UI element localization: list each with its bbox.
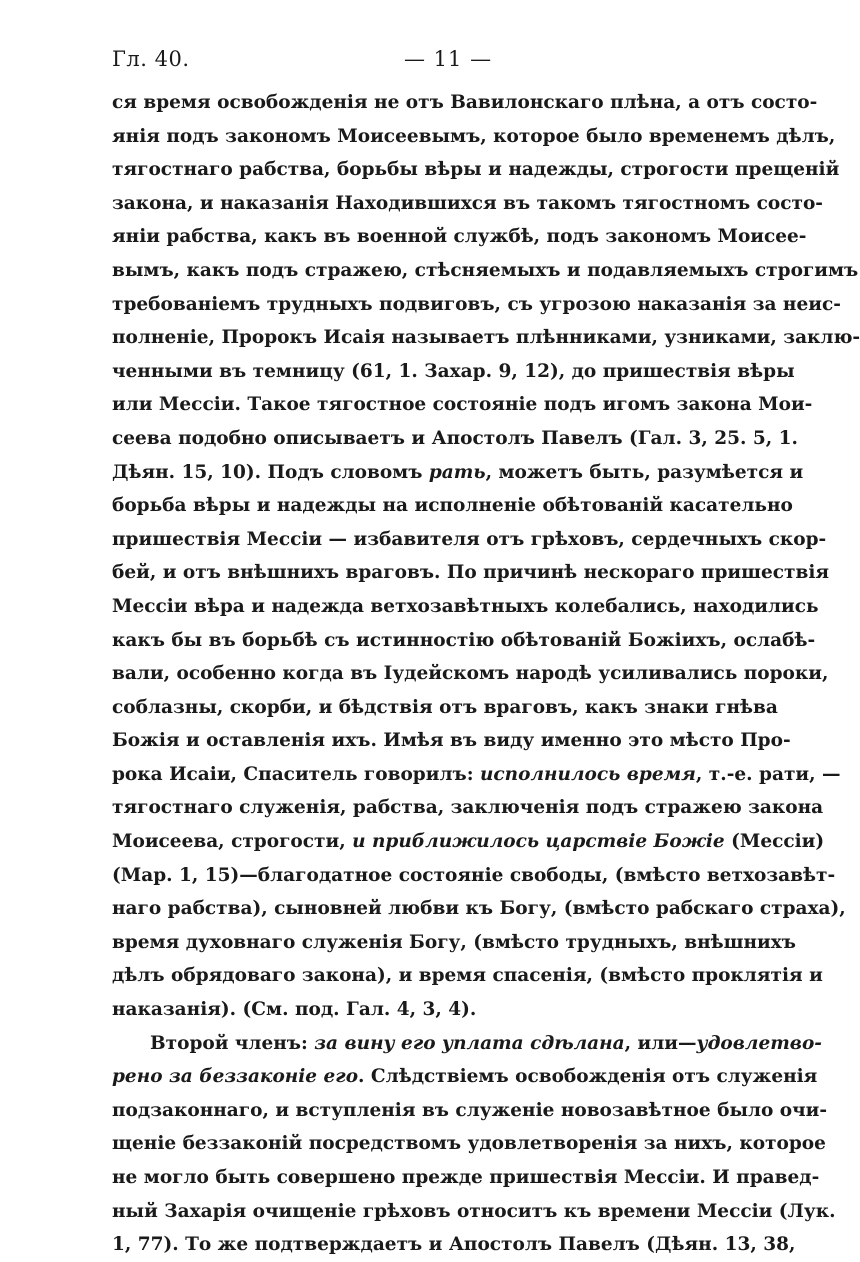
- text-line: Моисеева, строгости, и приближилось царствіе Божіе (Мессіи): [112, 831, 825, 853]
- text-line: какъ бы въ борьбѣ съ истинностію обѣтованій Божіихъ, ослабѣ-: [112, 629, 816, 651]
- text-line: закона, и наказанія Находившихся въ такомъ тягостномъ состо-: [112, 192, 823, 214]
- text-line: требованіемъ трудныхъ подвиговъ, съ угрозою наказанія за неис-: [112, 293, 841, 315]
- text-line: 1, 77). То же подтверждаетъ и Апостолъ Павелъ (Дѣян. 13, 38,: [112, 1234, 796, 1256]
- text-line: вали, особенно когда въ Іудейскомъ народѣ усиливались пороки,: [112, 663, 829, 685]
- page-number: — 11 —: [404, 47, 493, 71]
- text-line: полненіе, Пророкъ Исаія называетъ плѣнниками, узниками, заклю-: [112, 327, 860, 349]
- text-line: подзаконнаго, и вступленія въ служеніе новозавѣтное было очи-: [112, 1099, 828, 1121]
- text-line: наго рабства), сыновней любви къ Богу, (вмѣсто рабскаго страха),: [112, 898, 846, 920]
- italic-phrase: удовлетво-: [696, 1032, 822, 1054]
- text-line: сеева подобно описываетъ и Апостолъ Павелъ (Гал. 3, 25. 5, 1.: [112, 427, 798, 449]
- text-line: соблазны, скорби, и бѣдствія отъ враговъ, какъ знаки гнѣва: [112, 696, 778, 718]
- text-line: дѣлъ обрядоваго закона), и время спасенія, (вмѣсто проклятія и: [112, 965, 823, 987]
- chapter-label: Гл. 40.: [112, 47, 190, 71]
- text-line: тягостнаго служенія, рабства, заключенія подъ стражею закона: [112, 797, 824, 819]
- text-line: тягостнаго рабства, борьбы вѣры и надежды, строгости прещеній: [112, 159, 840, 181]
- text-line: наказанія). (См. под. Гал. 4, 3, 4).: [112, 999, 477, 1021]
- text-line: яніи рабства, какъ въ военной службѣ, подъ закономъ Моисее-: [112, 226, 807, 248]
- text-line: пришествія Мессіи — избавителя отъ грѣховъ, сердечныхъ скор-: [112, 528, 827, 550]
- text-line: рено за беззаконіе его. Слѣдствіемъ освобожденія отъ служенія: [112, 1066, 818, 1088]
- text-line: ченными въ темницу (61, 1. Захар. 9, 12), до пришествія вѣры: [112, 360, 795, 382]
- italic-phrase: рено за беззаконіе его: [112, 1066, 359, 1088]
- text-line: Дѣян. 15, 10). Подъ словомъ рать, можетъ быть, разумѣется и: [112, 461, 804, 483]
- body-text: [112, 86, 860, 1262]
- italic-phrase: рать: [428, 461, 486, 483]
- text-line: или Мессіи. Такое тягостное состояніе подъ игомъ закона Мои-: [112, 394, 813, 416]
- page-header: [112, 42, 766, 76]
- text-line: рока Исаіи, Спаситель говорилъ: исполнилось время, т.-е. рати, —: [112, 763, 841, 785]
- text-line: ный Захарія очищеніе грѣховъ относитъ къ времени Мессіи (Лук.: [112, 1200, 836, 1222]
- text-line: (Мар. 1, 15)—благодатное состояніе свободы, (вмѣсто ветхозавѣт-: [112, 864, 836, 886]
- italic-phrase: исполнилось время: [479, 763, 696, 785]
- text-line: бей, и отъ внѣшнихъ враговъ. По причинѣ нескораго пришествія: [112, 562, 830, 584]
- text-line: время духовнаго служенія Богу, (вмѣсто трудныхъ, внѣшнихъ: [112, 931, 796, 953]
- italic-phrase: за вину его уплата сдѣлана: [314, 1032, 625, 1054]
- text-line: не могло быть совершено прежде пришествія Мессіи. И правед-: [112, 1167, 820, 1188]
- text-line: янія подъ закономъ Моисеевымъ, которое было временемъ дѣлъ,: [112, 125, 836, 147]
- text-line: ся время освобожденія не отъ Вавилонскаго плѣна, а отъ состо-: [112, 92, 818, 113]
- text-line: Мессіи вѣра и надежда ветхозавѣтныхъ колебались, находились: [112, 595, 819, 617]
- text-line: щеніе беззаконій посредствомъ удовлетворенія за нихъ, которое: [112, 1133, 826, 1155]
- text-line: борьба вѣры и надежды на исполненіе обѣтованій касательно: [112, 495, 793, 517]
- italic-phrase: и приближилось царствіе Божіе: [352, 831, 725, 853]
- text-line: Второй членъ: за вину его уплата сдѣлана, или—удовлетво-: [150, 1032, 822, 1054]
- text-line: Божія и оставленія ихъ. Имѣя въ виду именно это мѣсто Про-: [112, 730, 791, 752]
- text-line: вымъ, какъ подъ стражею, стѣсняемыхъ и подавляемыхъ строгимъ: [112, 259, 859, 281]
